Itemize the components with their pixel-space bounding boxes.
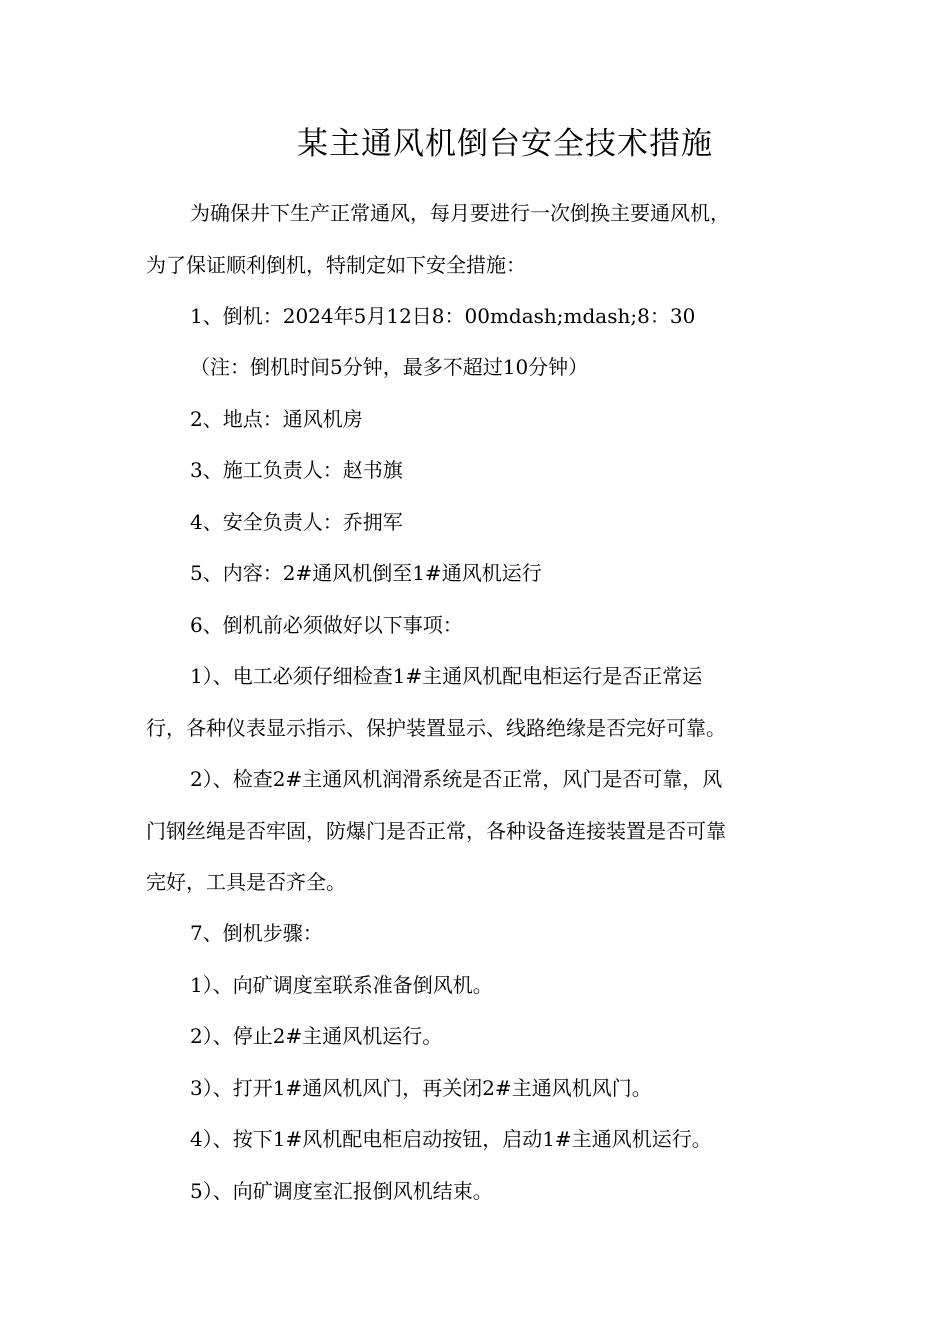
before-p2-line-1: 2）、检查2#主通风机润滑系统是否正常，风门是否可靠，风: [190, 767, 723, 791]
item-construction-lead-text: 3、施工负责人：赵书旗: [190, 458, 403, 482]
step-2-text: 2）、停止2#主通风机运行。: [190, 1024, 443, 1048]
before-p1-line-2: 行，各种仪表显示指示、保护装置显示、线路绝缘是否完好可靠。: [146, 715, 726, 740]
item-location-text: 2、地点：通风机房: [190, 407, 363, 431]
step-3: [146, 1063, 806, 1115]
item-construction-lead: [146, 445, 806, 497]
before-p2-line-3: 完好，工具是否齐全。: [146, 870, 346, 894]
step-4: [146, 1114, 806, 1166]
before-paragraph-2: [146, 754, 806, 909]
item-location: [146, 394, 806, 446]
intro-line-1: 为确保井下生产正常通风，每月要进行一次倒换主要通风机，: [190, 201, 730, 225]
item-time-text: 1、倒机：2024年5月12日8：00mdash;mdash;8：30: [190, 304, 696, 328]
before-paragraph-1: [146, 651, 806, 754]
document-title: 某主通风机倒台安全技术措施: [297, 126, 713, 162]
before-p1-line-1: 1）、电工必须仔细检查1#主通风机配电柜运行是否正常运: [190, 664, 703, 688]
step-2: [146, 1011, 806, 1063]
step-1-text: 1）、向矿调度室联系准备倒风机。: [190, 973, 493, 997]
item-content-text: 5、内容：2#通风机倒至1#通风机运行: [190, 561, 542, 585]
before-p2-line-2: 门钢丝绳是否牢固，防爆门是否正常，各种设备连接装置是否可靠: [146, 818, 726, 843]
steps-header-text: 7、倒机步骤：: [190, 921, 323, 945]
item-before-header: [146, 600, 806, 652]
item-time: [146, 291, 806, 343]
steps-header: [146, 908, 806, 960]
item-safety-lead-text: 4、安全负责人：乔拥军: [190, 510, 403, 534]
item-note-text: （注：倒机时间5分钟，最多不超过10分钟）: [190, 355, 589, 379]
item-before-header-text: 6、倒机前必须做好以下事项：: [190, 613, 463, 637]
step-1: [146, 960, 806, 1012]
item-note: [146, 342, 806, 394]
step-4-text: 4）、按下1#风机配电柜启动按钮，启动1#主通风机运行。: [190, 1127, 712, 1151]
item-content: [146, 548, 806, 600]
item-safety-lead: [146, 497, 806, 549]
step-5-text: 5）、向矿调度室汇报倒风机结束。: [190, 1179, 493, 1203]
step-5: [146, 1166, 806, 1218]
step-3-text: 3）、打开1#通风机风门，再关闭2#主通风机风门。: [190, 1076, 652, 1100]
intro-line-2: 为了保证顺利倒机，特制定如下安全措施：: [146, 252, 526, 277]
intro-paragraph: [146, 188, 806, 291]
